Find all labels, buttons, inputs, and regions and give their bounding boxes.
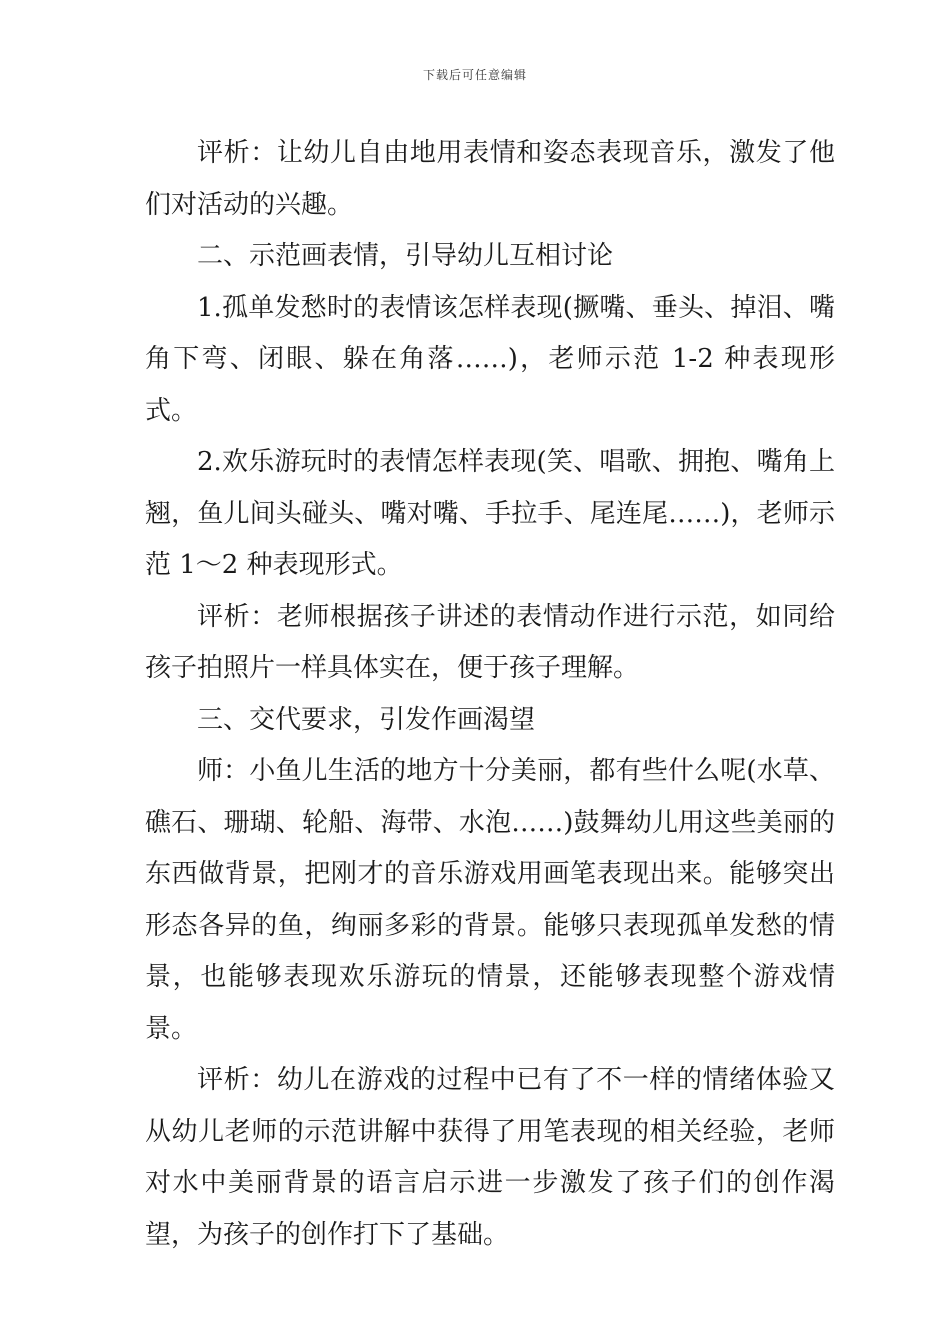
- document-body: [145, 128, 835, 1261]
- paragraph-analysis-1: 评析：让幼儿自由地用表情和姿态表现音乐，激发了他们对活动的兴趣。: [145, 138, 835, 220]
- section-heading-2: 二、示范画表情，引导幼儿互相讨论: [197, 241, 614, 271]
- section-heading-3: 三、交代要求，引发作画渴望: [197, 704, 536, 735]
- paragraph-teacher: 师：小鱼儿生活的地方十分美丽，都有些什么呢(水草、礁石、珊瑚、轮船、海带、水泡……)鼓舞幼儿用这些美丽的东西做背景，把刚才的音乐游戏用画笔表现出来。能够突出形态各异的鱼，绚丽多彩的背景。能够只表现孤单发愁的情景，也能够表现欢乐游玩的情景，还能够表现整个游戏情景。: [145, 756, 835, 1044]
- paragraph-item-2: 2.欢乐游玩时的表情怎样表现(笑、唱歌、拥抱、嘴角上翘，鱼儿间头碰头、嘴对嘴、手拉手、尾连尾……)，老师示范 1～2 种表现形式。: [145, 447, 835, 580]
- paragraph-item-1: 1.孤单发愁时的表情该怎样表现(撅嘴、垂头、掉泪、嘴角下弯、闭眼、躲在角落……)，老师示范 1-2 种表现形式。: [145, 292, 835, 426]
- paragraph-analysis-2: 评析：老师根据孩子讲述的表情动作进行示范，如同给孩子拍照片一样具体实在，便于孩子理解。: [145, 601, 835, 683]
- page-header: 下载后可任意编辑: [422, 68, 527, 82]
- paragraph-analysis-3: 评析：幼儿在游戏的过程中已有了不一样的情绪体验又从幼儿老师的示范讲解中获得了用笔表现的相关经验，老师对水中美丽背景的语言启示进一步激发了孩子们的创作渴望，为孩子的创作打下了基础。: [145, 1065, 835, 1250]
